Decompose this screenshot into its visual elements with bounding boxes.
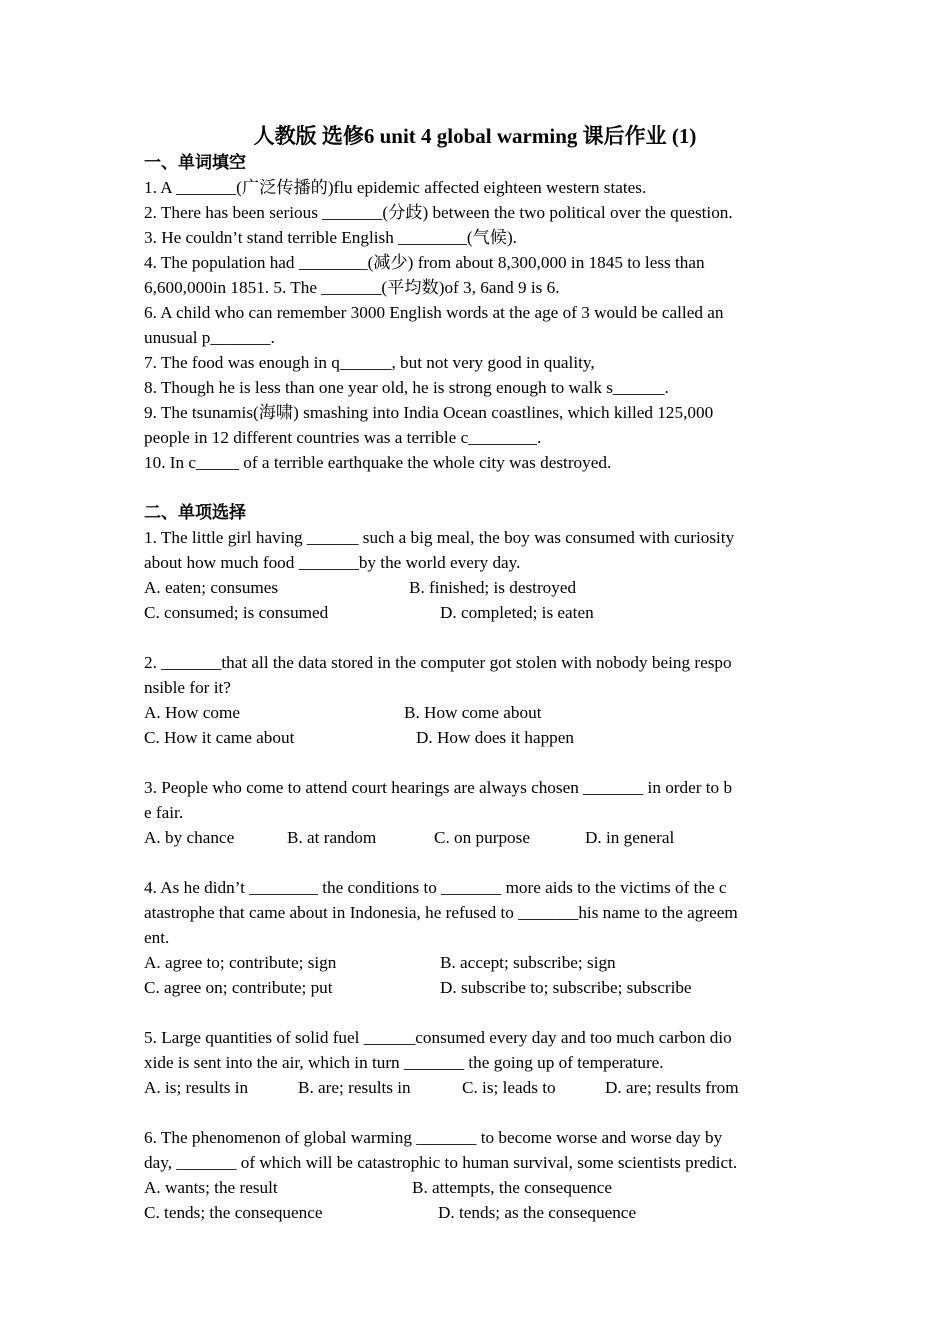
option-d: D. subscribe to; subscribe; subscribe <box>440 978 692 997</box>
option-d: D. are; results from <box>605 1078 739 1097</box>
option-b: B. How come about <box>404 703 542 722</box>
mc-question-5-options <box>144 1075 806 1100</box>
fill-question-4-line2: 6,600,000in 1851. 5. The _______(平均数)of 3, 6and 9 is 6. <box>144 278 560 297</box>
fill-question-7: 7. The food was enough in q______, but not very good in quality, <box>144 353 595 372</box>
option-d: D. How does it happen <box>416 728 575 747</box>
option-a: A. agree to; contribute; sign <box>144 953 337 972</box>
option-b: B. are; results in <box>298 1078 411 1097</box>
option-b: B. finished; is destroyed <box>409 578 577 597</box>
section1-heading: 一、单词填空 <box>144 153 246 172</box>
mc-question-4-line2: atastrophe that came about in Indonesia, he refused to _______his name to the agreem <box>144 903 738 922</box>
mc-question-6-options-ab <box>144 1175 806 1200</box>
option-b: B. at random <box>287 828 377 847</box>
fill-question-3: 3. He couldn’t stand terrible English ________(气候). <box>144 228 517 247</box>
option-c: C. tends; the consequence <box>144 1203 323 1222</box>
mc-question-5-line1: 5. Large quantities of solid fuel ______consumed every day and too much carbon dio <box>144 1028 732 1047</box>
mc-question-1-options-cd <box>144 600 806 625</box>
mc-question-4-options-cd <box>144 975 806 1000</box>
option-a: A. by chance <box>144 828 235 847</box>
mc-question-2-options-ab <box>144 700 806 725</box>
mc-question-4-options-ab <box>144 950 806 975</box>
option-a: A. How come <box>144 703 240 722</box>
option-b: B. accept; subscribe; sign <box>440 953 616 972</box>
fill-question-8: 8. Though he is less than one year old, he is strong enough to walk s______. <box>144 378 669 397</box>
fill-question-6-line1: 6. A child who can remember 3000 English words at the age of 3 would be called an <box>144 303 724 322</box>
mc-question-3-line2: e fair. <box>144 803 184 822</box>
fill-question-9-line2: people in 12 different countries was a terrible c________. <box>144 428 542 447</box>
mc-question-2-line2: nsible for it? <box>144 678 231 697</box>
mc-question-3-options <box>144 825 806 850</box>
document-title: 人教版 选修6 unit 4 global warming 课后作业 (1) <box>253 124 697 148</box>
mc-question-3-line1: 3. People who come to attend court hearings are always chosen _______ in order to b <box>144 778 733 797</box>
fill-question-6-line2: unusual p_______. <box>144 328 275 347</box>
mc-question-1-line2: about how much food _______by the world every day. <box>144 553 521 572</box>
option-d: D. in general <box>585 828 675 847</box>
mc-question-4-line1: 4. As he didn’t ________ the conditions to _______ more aids to the victims of the c <box>144 878 727 897</box>
option-c: C. on purpose <box>434 828 530 847</box>
mc-question-1-line1: 1. The little girl having ______ such a big meal, the boy was consumed with curiosity <box>144 528 735 547</box>
mc-question-6-line2: day, _______ of which will be catastrophic to human survival, some scientists predict. <box>144 1153 738 1172</box>
option-d: D. tends; as the consequence <box>438 1203 637 1222</box>
option-a: A. wants; the result <box>144 1178 278 1197</box>
section2-heading: 二、单项选择 <box>144 503 246 522</box>
fill-question-9-line1: 9. The tsunamis(海啸) smashing into India Ocean coastlines, which killed 125,000 <box>144 403 714 422</box>
option-a: A. eaten; consumes <box>144 578 279 597</box>
mc-question-6-line1: 6. The phenomenon of global warming _______ to become worse and worse day by <box>144 1128 723 1147</box>
mc-question-1-options-ab <box>144 575 806 600</box>
mc-question-5-line2: xide is sent into the air, which in turn _______ the going up of temperature. <box>144 1053 664 1072</box>
fill-question-10: 10. In c_____ of a terrible earthquake the whole city was destroyed. <box>144 453 612 472</box>
option-d: D. completed; is eaten <box>440 603 594 622</box>
document-page <box>144 122 806 1225</box>
option-c: C. consumed; is consumed <box>144 603 329 622</box>
mc-question-6-options-cd <box>144 1200 806 1225</box>
option-a: A. is; results in <box>144 1078 249 1097</box>
mc-question-2-line1: 2. _______that all the data stored in the computer got stolen with nobody being respo <box>144 653 732 672</box>
option-c: C. agree on; contribute; put <box>144 978 333 997</box>
fill-question-1: 1. A _______(广泛传播的)flu epidemic affected eighteen western states. <box>144 178 647 197</box>
option-c: C. How it came about <box>144 728 295 747</box>
option-c: C. is; leads to <box>462 1078 556 1097</box>
fill-question-4-line1: 4. The population had ________(减少) from about 8,300,000 in 1845 to less than <box>144 253 705 272</box>
option-b: B. attempts, the consequence <box>412 1178 612 1197</box>
mc-question-4-line3: ent. <box>144 928 170 947</box>
fill-question-2: 2. There has been serious _______(分歧) between the two political over the question. <box>144 203 733 222</box>
mc-question-2-options-cd <box>144 725 806 750</box>
